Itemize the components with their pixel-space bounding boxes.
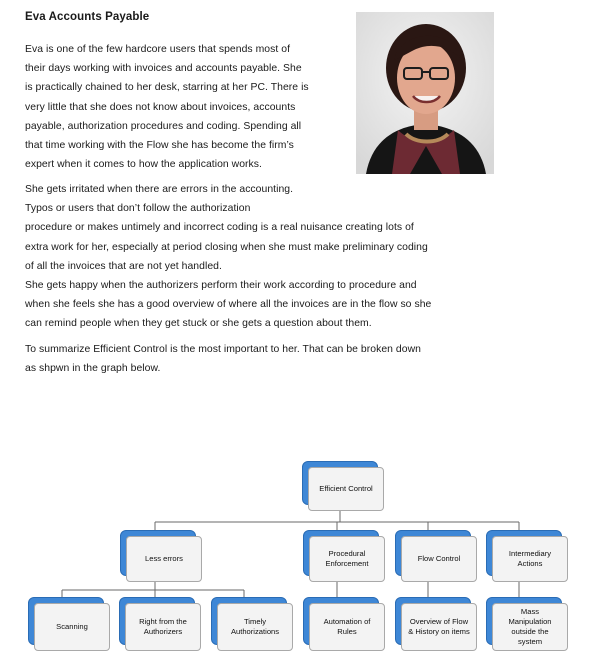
node-right-from-authorizers: Right from the Authorizers	[125, 603, 201, 651]
intro-paragraph: Eva is one of the few hardcore users that spends most of their days working with invoices and accounts payable. She is practically chained to her desk, starring at her PC. There is very little that she does not know about invoices, accounts payable, authorization procedures and coding. Spending all that time working with the Flow she has become the firm’s expert when it comes to how the application works.	[25, 44, 309, 171]
node-overview-of-flow: Overview of Flow & History on items	[401, 603, 477, 651]
node-scanning: Scanning	[34, 603, 110, 651]
behavior-paragraph: She gets irritated when there are errors in the accounting. Typos or users that don’t follow the authorization procedure or makes untimely and incorrect coding is a real nuisance creating lots of extra work for her, especially at period closing when she must make preliminary coding of all the invoices that are not yet handled. She gets happy when the authorizers perform their work according to procedure and when she feels she has a good overview of where all the invoices are in the flow so she can remind people when they get stuck or she gets a question about them.	[25, 184, 432, 330]
efficient-control-diagram	[0, 455, 597, 669]
page-title: Eva Accounts Payable	[25, 11, 150, 23]
node-automation-of-rules: Automation of Rules	[309, 603, 385, 651]
persona-photo	[356, 12, 494, 174]
node-intermediary-actions: Intermediary Actions	[492, 536, 568, 582]
node-mass-manipulation: Mass Manipulation outside the system	[492, 603, 568, 651]
node-less-errors: Less errors	[126, 536, 202, 582]
node-efficient-control: Efficient Control	[308, 467, 384, 511]
node-timely-authorizations: Timely Authorizations	[217, 603, 293, 651]
node-flow-control: Flow Control	[401, 536, 477, 582]
summary-paragraph: To summarize Efficient Control is the most important to her. That can be broken down as shpwn in the graph below.	[25, 344, 421, 375]
node-procedural-enforcement: Procedural Enforcement	[309, 536, 385, 582]
